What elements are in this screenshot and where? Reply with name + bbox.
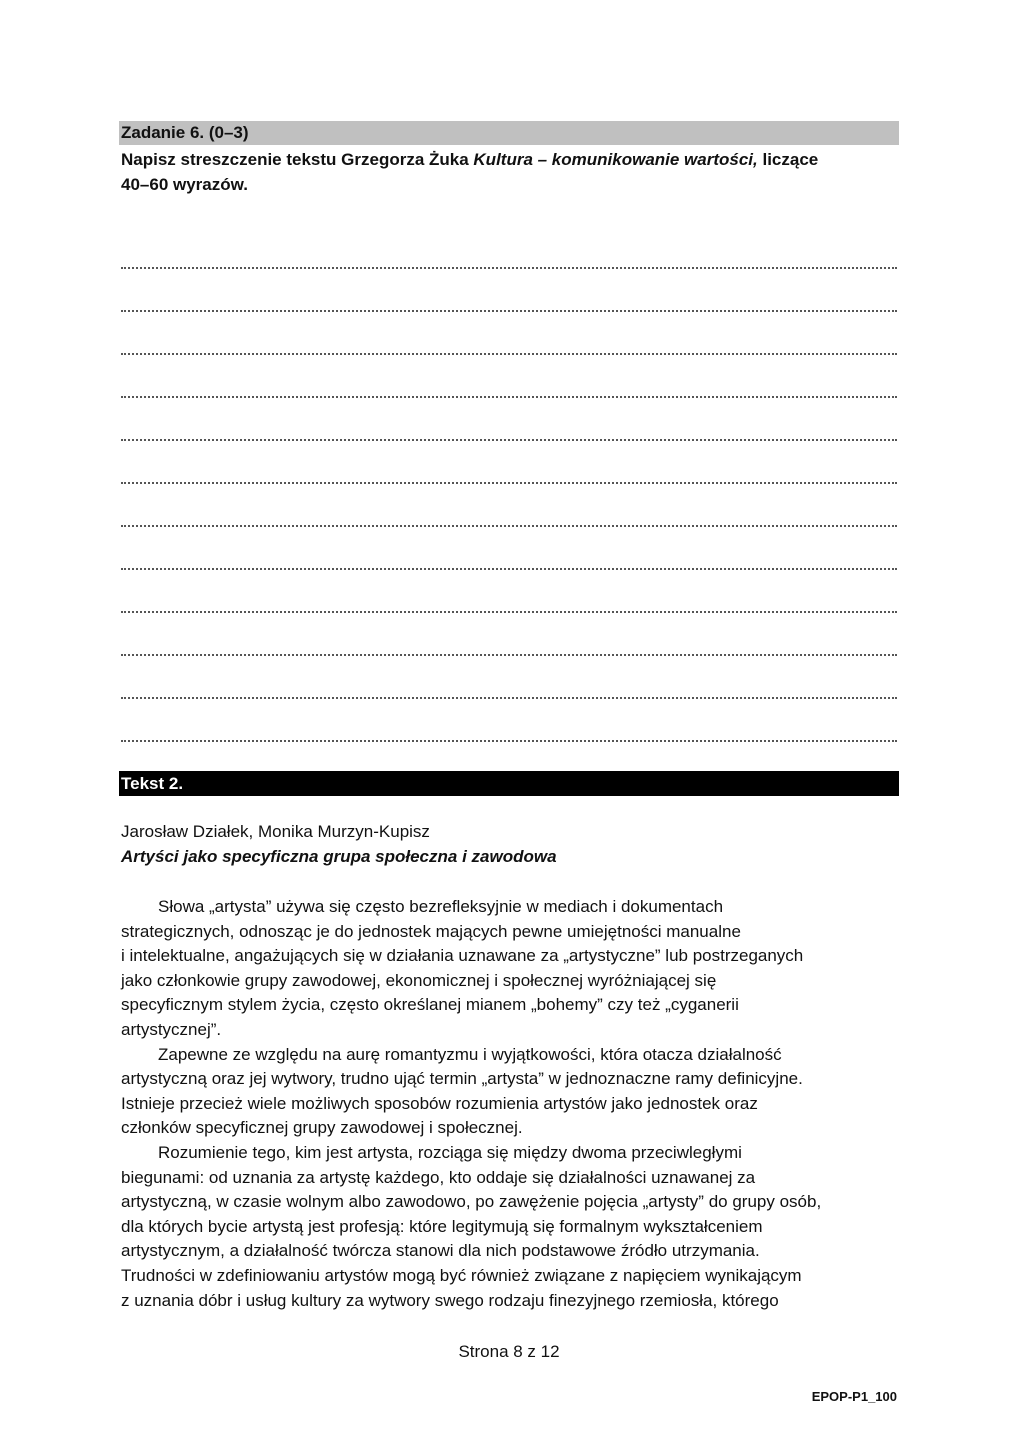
answer-line[interactable]	[121, 570, 897, 613]
text-title: Artyści jako specyficzna grupa społeczna i zawodowa	[121, 847, 557, 866]
text-header: Tekst 2.	[119, 771, 899, 796]
answer-line[interactable]	[121, 226, 897, 269]
answer-line[interactable]	[121, 398, 897, 441]
text-authors: Jarosław Działek, Monika Murzyn-Kupisz	[121, 822, 430, 841]
answer-lines[interactable]	[121, 226, 897, 742]
answer-line[interactable]	[121, 312, 897, 355]
text-line: członków specyficznej grupy zawodowej i społecznej.	[121, 1118, 523, 1138]
text-line: artystyczną oraz jej wytwory, trudno ująć termin „artysta” w jednoznaczne ramy definicyjne.	[121, 1069, 803, 1089]
instruction-text-line2: 40–60 wyrazów.	[121, 175, 248, 194]
task-instruction	[121, 147, 901, 197]
answer-line[interactable]	[121, 656, 897, 699]
text-body	[121, 895, 901, 1313]
text-line: dla których bycie artystą jest profesją: które legitymują się formalnym wykształceniem	[121, 1216, 763, 1236]
instruction-text-pre: Napisz streszczenie tekstu Grzegorza Żuka	[121, 150, 474, 169]
exam-code: EPOP-P1_100	[811, 1389, 897, 1404]
text-line: artystyczną, w czasie wolnym albo zawodowo, po zawężenie pojęcia „artysty” do grupy osób,	[121, 1192, 822, 1212]
answer-line[interactable]	[121, 269, 897, 312]
instruction-text-title: Kultura – komunikowanie wartości,	[473, 150, 758, 169]
task-header: Zadanie 6. (0–3)	[119, 121, 899, 145]
text-line: Rozumienie tego, kim jest artysta, rozciąga się między dwoma przeciwległymi	[158, 1142, 742, 1162]
text-line: Słowa „artysta” używa się często bezrefleksyjnie w mediach i dokumentach	[158, 897, 724, 916]
text-line: biegunami: od uznania za artystę każdego, kto oddaje się działalności uznawanej za	[121, 1167, 756, 1187]
text-line: artystycznej”.	[121, 1019, 222, 1039]
text-line: strategicznych, odnosząc je do jednostek mających pewne umiejętności manualne	[121, 921, 741, 941]
instruction-text-post: liczące	[757, 150, 819, 169]
text-line: specyficznym stylem życia, często określanej mianem „bohemy” czy też „cyganerii	[121, 995, 739, 1015]
answer-line[interactable]	[121, 699, 897, 742]
answer-line[interactable]	[121, 355, 897, 398]
text-line: Trudności w zdefiniowaniu artystów mogą być również związane z napięciem wynikającym	[121, 1265, 802, 1285]
text-line: z uznania dóbr i usług kultury za wytwory swego rodzaju finezyjnego rzemiosła, którego	[121, 1290, 779, 1310]
answer-line[interactable]	[121, 484, 897, 527]
page-number: Strona 8 z 12	[458, 1342, 560, 1361]
text-line: jako członkowie grupy zawodowej, ekonomicznej i społecznej wyróżniającej się	[121, 970, 717, 990]
text-line: Zapewne ze względu na aurę romantyzmu i wyjątkowości, która otacza działalność	[158, 1044, 782, 1064]
text-line: artystycznym, a działalność twórcza stanowi dla nich podstawowe źródło utrzymania.	[121, 1241, 760, 1261]
answer-line[interactable]	[121, 441, 897, 484]
answer-line[interactable]	[121, 613, 897, 656]
text-line: Istnieje przecież wiele możliwych sposobów rozumienia artystów jako jednostek oraz	[121, 1093, 758, 1113]
answer-line[interactable]	[121, 527, 897, 570]
text-line: i intelektualne, angażujących się w działania uznawane za „artystyczne” lub postrzeganych	[121, 946, 804, 966]
